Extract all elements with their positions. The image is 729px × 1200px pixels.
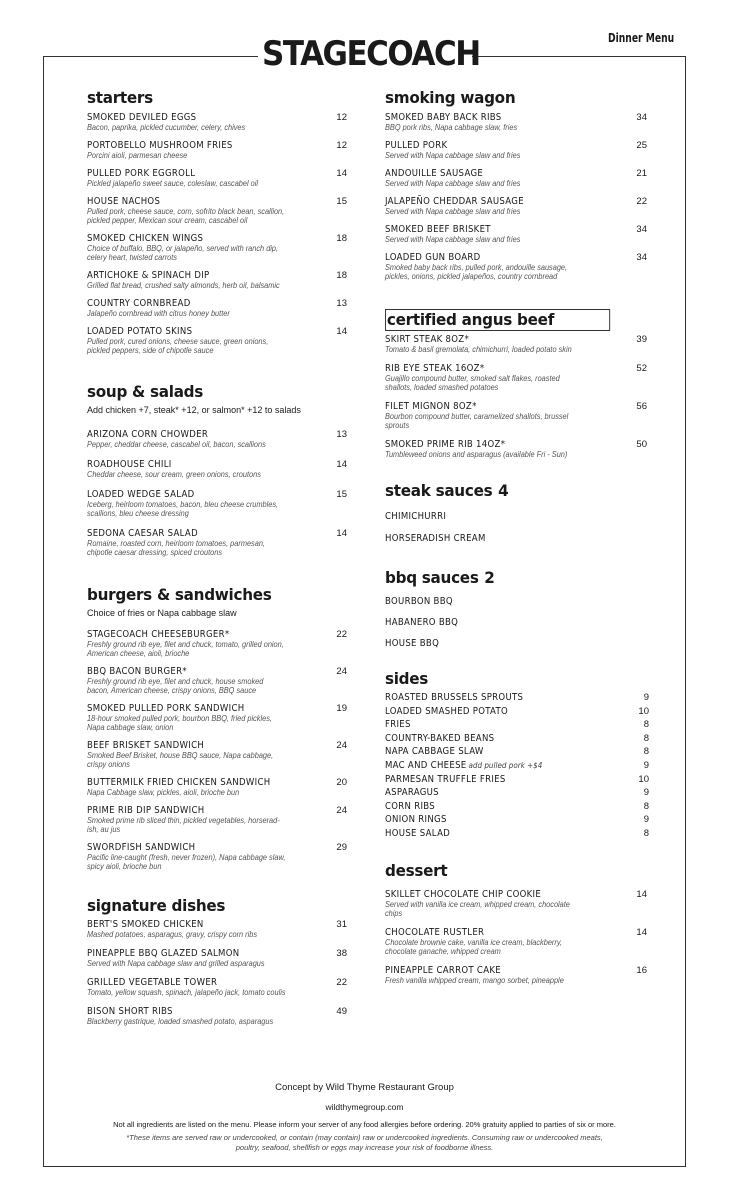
- item-name: SMOKED DEVILED EGGS: [87, 112, 197, 123]
- item-price: 22: [336, 977, 347, 988]
- item-price: 25: [636, 140, 647, 151]
- side-name-text: ASPARAGUS: [385, 787, 439, 799]
- item-description: pickled peppers, side of chipotle sauce: [87, 346, 214, 355]
- item-price: 15: [336, 196, 347, 207]
- item-description: Served with Napa cabbage slaw and fries: [385, 235, 521, 244]
- section-title: starters: [87, 88, 153, 107]
- menu-item: [87, 140, 347, 160]
- item-description: Freshly ground rib eye, filet and chuck, house smoked: [87, 677, 264, 686]
- item-price: 19: [336, 703, 347, 714]
- sides-list: [385, 691, 647, 841]
- section-bbq-sauces: [385, 568, 647, 649]
- menu-item: [385, 965, 647, 985]
- side-name: [385, 800, 647, 813]
- item-description: sprouts: [385, 421, 410, 430]
- item-name: PRIME RIB DIP SANDWICH: [87, 805, 205, 816]
- item-price: 20: [336, 777, 347, 788]
- item-price: 16: [636, 964, 647, 976]
- section-title: certified angus beef: [385, 309, 610, 331]
- side-item: [385, 691, 647, 705]
- item-price: 18: [336, 270, 347, 281]
- menu-item: [385, 168, 647, 188]
- menu-items: [87, 629, 347, 871]
- item-description: Porcini aioli, parmesan cheese: [87, 151, 188, 160]
- side-name: [385, 827, 647, 840]
- item-name: SWORDFISH SANDWICH: [87, 842, 196, 853]
- item-name: LOADED GUN BOARD: [385, 252, 481, 263]
- menu-type-label: Dinner Menu: [608, 31, 675, 45]
- item-name: ARTICHOKE & SPINACH DIP: [87, 270, 210, 281]
- menu-item: [87, 270, 347, 290]
- menu-items: [385, 112, 647, 281]
- item-name: SKIRT STEAK 8OZ*: [385, 334, 470, 345]
- item-description: Tomato & basil gremolata, chimichurri, loaded potato skin: [385, 345, 572, 354]
- right-column: [385, 88, 647, 985]
- left-column: [87, 88, 347, 1026]
- menu-item: [87, 948, 347, 968]
- item-description: Napa cabbage slaw, onion: [87, 723, 174, 732]
- menu-item: [87, 298, 347, 318]
- section-title: bbq sauces: [385, 568, 479, 587]
- item-description: Bourbon compound butter, caramelized shallots, brussel: [385, 412, 569, 421]
- item-description: scallions, bleu cheese dressing: [87, 509, 189, 518]
- item-description: Freshly ground rib eye, filet and chuck, tomato, grilled onion,: [87, 640, 284, 649]
- item-price: 18: [336, 233, 347, 244]
- menu-item: [87, 429, 347, 449]
- side-name-text: FRIES: [385, 719, 411, 731]
- section-signature: [87, 896, 347, 1026]
- sauce-item: HOUSE BBQ: [385, 638, 440, 649]
- item-description: Pulled pork, cured onions, cheese sauce, green onions,: [87, 337, 269, 346]
- item-description: Napa Cabbage slaw, pickles, aioli, brioche bun: [87, 788, 240, 797]
- allergy-notice: Not all ingredients are listed on the menu. Please inform your server of any food allergies before ordering. 20% gratuity applied to parties of six or more.: [113, 1120, 616, 1129]
- item-name: RIB EYE STEAK 16OZ*: [385, 363, 485, 374]
- item-price: 52: [636, 363, 647, 374]
- menu-item: [87, 842, 347, 871]
- raw-food-warning: *These items are served raw or undercooked, or contain (may contain) raw or undercooked ingredients. Consuming raw or undercooked meats, poultry, seafood, shellfish or eggs may increase your risk of foodborne illness.: [126, 1133, 603, 1152]
- menu-item: [87, 740, 347, 769]
- side-item: [385, 813, 647, 827]
- item-description: chips: [385, 908, 403, 918]
- item-price: 34: [636, 112, 647, 123]
- item-description: Iceberg, heirloom tomatoes, bacon, bleu cheese crumbles,: [87, 500, 279, 509]
- item-price: 50: [636, 439, 647, 450]
- side-price: 9: [643, 759, 649, 771]
- item-name: PULLED PORK: [385, 140, 448, 151]
- side-name: [385, 691, 647, 704]
- item-price: 13: [336, 298, 347, 309]
- menu-item: [87, 1006, 347, 1026]
- menu-items: [385, 889, 647, 985]
- side-name-text: PARMESAN TRUFFLE FRIES: [385, 773, 506, 785]
- item-name: BEEF BRISKET SANDWICH: [87, 740, 205, 751]
- menu-item: [385, 889, 647, 918]
- menu-item: [385, 363, 647, 392]
- item-name: SMOKED CHICKEN WINGS: [87, 233, 204, 244]
- item-name: GRILLED VEGETABLE TOWER: [87, 977, 218, 988]
- sauce-list: [385, 511, 647, 544]
- menu-item: [87, 629, 347, 658]
- side-item: [385, 827, 647, 841]
- menu-item: [385, 224, 647, 244]
- item-description: shallots, loaded smashed potatoes: [385, 383, 499, 392]
- side-name-text: COUNTRY-BAKED BEANS: [385, 732, 495, 744]
- item-price: 14: [336, 168, 347, 179]
- item-name: CHOCOLATE RUSTLER: [385, 926, 485, 938]
- side-price: 8: [643, 746, 649, 758]
- item-description: Romaine, roasted corn, heirloom tomatoes, parmesan,: [87, 539, 265, 548]
- item-name: STAGECOACH CHEESEBURGER*: [87, 629, 230, 640]
- item-price: 13: [336, 429, 347, 440]
- item-description: Served with Napa cabbage slaw and fries: [385, 207, 521, 216]
- sauce-item: BOURBON BBQ: [385, 596, 453, 607]
- item-price: 38: [336, 948, 347, 959]
- section-note: Choice of fries or Napa cabbage slaw: [87, 608, 237, 618]
- side-name-text: LOADED SMASHED POTATO: [385, 705, 509, 717]
- side-name: [385, 718, 647, 731]
- section-title: steak sauces: [385, 481, 493, 500]
- item-description: Served with Napa cabbage slaw and grilled asparagus: [87, 959, 265, 968]
- item-name: HOUSE NACHOS: [87, 196, 161, 207]
- side-name-text: NAPA CABBAGE SLAW: [385, 746, 484, 758]
- item-description: Choice of buffalo, BBQ, or jalapeño, served with ranch dip,: [87, 244, 279, 253]
- menu-item: [87, 196, 347, 225]
- side-item: [385, 705, 647, 719]
- item-price: 24: [336, 805, 347, 816]
- item-price: 14: [636, 926, 647, 938]
- side-price: 9: [643, 814, 649, 826]
- menu-item: [385, 252, 647, 281]
- side-name: [385, 786, 647, 799]
- item-name: JALAPEÑO CHEDDAR SAUSAGE: [385, 196, 524, 207]
- section-price: 2: [484, 568, 495, 587]
- section-steak-sauces: [385, 481, 647, 544]
- menu-item: [385, 196, 647, 216]
- item-name: COUNTRY CORNBREAD: [87, 298, 191, 309]
- item-description: Pacific line-caught (fresh, never frozen), Napa cabbage slaw,: [87, 853, 286, 862]
- item-name: BERT'S SMOKED CHICKEN: [87, 919, 204, 930]
- item-price: 22: [636, 196, 647, 207]
- section-soup-salads: [87, 382, 347, 557]
- item-price: 12: [336, 112, 347, 123]
- item-description: Chocolate brownie cake, vanilla ice cream, blackberry,: [385, 937, 562, 947]
- item-description: Cheddar cheese, sour cream, green onions, croutons: [87, 470, 261, 479]
- section-starters: [87, 88, 347, 355]
- item-description: bacon, American cheese, crispy onions, BBQ sauce: [87, 686, 257, 695]
- item-description: spicy aioli, brioche bun: [87, 862, 162, 871]
- item-description: Smoked baby back ribs, pulled pork, andouille sausage,: [385, 263, 568, 272]
- item-price: 14: [336, 459, 347, 470]
- item-price: 49: [336, 1006, 347, 1017]
- side-item: [385, 718, 647, 732]
- menu-items: [87, 919, 347, 1026]
- item-description: celery heart, twisted carrots: [87, 253, 177, 262]
- item-description: Served with Napa cabbage slaw and fries: [385, 151, 521, 160]
- item-description: Mashed potatoes, asparagus, gravy, crispy corn ribs: [87, 930, 258, 939]
- item-name: ROADHOUSE CHILI: [87, 459, 172, 470]
- side-price: 8: [643, 800, 649, 812]
- item-description: Jalapeño cornbread with citrus honey butter: [87, 309, 230, 318]
- side-price: 9: [643, 692, 649, 703]
- section-price: 4: [498, 481, 509, 500]
- item-price: 34: [636, 224, 647, 235]
- section-title: dessert: [385, 860, 448, 880]
- item-description: chipotle caesar dressing, spiced croutons: [87, 548, 223, 557]
- menu-item: [87, 459, 347, 479]
- menu-item: [87, 233, 347, 262]
- concept-credit: Concept by Wild Thyme Restaurant Group: [275, 1082, 454, 1093]
- restaurant-logo: STAGECOACH: [262, 34, 480, 74]
- item-description: chocolate ganache, whipped cream: [385, 946, 501, 956]
- side-addon: add pulled pork +$4: [468, 760, 543, 770]
- side-name-text: ONION RINGS: [385, 814, 447, 826]
- side-item: [385, 745, 647, 759]
- item-description: Grilled flat bread, crushed salty almonds, herb oil, balsamic: [87, 281, 280, 290]
- item-description: pickles, onions, pickled jalapeños, country cornbread: [385, 272, 558, 281]
- item-price: 39: [636, 334, 647, 345]
- item-name: BUTTERMILK FRIED CHICKEN SANDWICH: [87, 777, 271, 788]
- item-description: Tumbleweed onions and asparagus (available Fri - Sun): [385, 450, 568, 459]
- side-name-text: CORN RIBS: [385, 800, 436, 812]
- menu-item: [385, 334, 647, 354]
- side-name-text: MAC AND CHEESE: [385, 759, 467, 771]
- item-price: 14: [636, 888, 647, 900]
- side-item: [385, 773, 647, 787]
- item-name: SMOKED BEEF BRISKET: [385, 224, 491, 235]
- side-price: 8: [643, 732, 649, 744]
- section-title: smoking wagon: [385, 88, 516, 107]
- item-price: 12: [336, 140, 347, 151]
- item-price: 34: [636, 252, 647, 263]
- side-item: [385, 759, 647, 773]
- menu-item: [87, 326, 347, 355]
- item-price: 24: [336, 740, 347, 751]
- item-name: BBQ BACON BURGER*: [87, 666, 187, 677]
- side-price: 8: [643, 827, 649, 839]
- menu-item: [87, 977, 347, 997]
- menu-item: [385, 927, 647, 956]
- item-description: Blackberry gastrique, loaded smashed potato, asparagus: [87, 1017, 274, 1026]
- section-dessert: [385, 861, 647, 985]
- item-price: 14: [336, 326, 347, 337]
- item-name: PINEAPPLE BBQ GLAZED SALMON: [87, 948, 240, 959]
- item-description: American cheese, aioli, brioche: [87, 649, 190, 658]
- item-name: BISON SHORT RIBS: [87, 1006, 173, 1017]
- menu-items: [87, 112, 347, 355]
- side-price: 10: [638, 705, 649, 717]
- item-price: 24: [336, 666, 347, 677]
- item-description: Served with vanilla ice cream, whipped cream, chocolate: [385, 899, 570, 909]
- item-description: crispy onions: [87, 760, 130, 769]
- section-note: Add chicken +7, steak* +12, or salmon* +12 to salads: [87, 405, 301, 415]
- side-item: [385, 800, 647, 814]
- menu-item: [87, 777, 347, 797]
- item-name: SMOKED PULLED PORK SANDWICH: [87, 703, 245, 714]
- side-name: [385, 745, 647, 758]
- section-title: soup & salads: [87, 382, 204, 401]
- item-name: PORTOBELLO MUSHROOM FRIES: [87, 140, 233, 151]
- side-item: [385, 786, 647, 800]
- item-description: 18-hour smoked pulled pork, bourbon BBQ, fried pickles,: [87, 714, 272, 723]
- side-price: 8: [643, 719, 649, 731]
- menu-item: [87, 112, 347, 132]
- item-description: Tomato, yellow squash, spinach, jalapeño jack, tomato coulis: [87, 988, 286, 997]
- menu-item: [87, 168, 347, 188]
- menu-item: [87, 528, 347, 557]
- side-name: [385, 813, 647, 826]
- item-description: Pickled jalapeño sweet sauce, coleslaw, cascabel oil: [87, 179, 259, 188]
- side-price: 10: [638, 773, 649, 785]
- website-link[interactable]: wildthymegroup.com: [325, 1102, 404, 1112]
- item-name: SMOKED PRIME RIB 14OZ*: [385, 439, 506, 450]
- item-description: Bacon, paprika, pickled cucumber, celery, chives: [87, 123, 246, 132]
- item-name: SMOKED BABY BACK RIBS: [385, 112, 502, 123]
- section-angus: [385, 309, 647, 459]
- sauce-item: HORSERADISH CREAM: [385, 533, 486, 544]
- menu-item: [87, 666, 347, 695]
- item-description: Pepper, cheddar cheese, cascabel oil, bacon, scallions: [87, 440, 266, 449]
- menu-items: [385, 334, 647, 459]
- item-description: BBQ pork ribs, Napa cabbage slaw, fries: [385, 123, 518, 132]
- item-name: ARIZONA CORN CHOWDER: [87, 429, 209, 440]
- menu-item: [87, 489, 347, 518]
- menu-item: [87, 805, 347, 834]
- item-price: 21: [636, 168, 647, 179]
- sauce-item: HABANERO BBQ: [385, 617, 459, 628]
- section-title: burgers & sandwiches: [87, 585, 272, 604]
- menu-item: [87, 703, 347, 732]
- menu-items: [87, 429, 347, 557]
- item-description: Pulled pork, cheese sauce, corn, sofrito black bean, scallion,: [87, 207, 285, 216]
- side-name: [385, 705, 647, 718]
- side-price: 9: [643, 787, 649, 799]
- item-name: SKILLET CHOCOLATE CHIP COOKIE: [385, 888, 542, 900]
- sauce-list: [385, 596, 647, 649]
- menu-item: [385, 140, 647, 160]
- sauce-item: CHIMICHURRI: [385, 511, 447, 522]
- side-name: [385, 732, 647, 745]
- section-sides: [385, 669, 647, 841]
- item-price: 56: [636, 401, 647, 412]
- item-name: ANDOUILLE SAUSAGE: [385, 168, 484, 179]
- item-name: PINEAPPLE CARROT CAKE: [385, 964, 501, 976]
- side-name-text: HOUSE SALAD: [385, 827, 451, 839]
- side-name: [385, 759, 647, 772]
- item-price: 31: [336, 919, 347, 930]
- item-description: Smoked prime rib sliced thin, pickled vegetables, horserad-: [87, 816, 280, 825]
- menu-item: [385, 439, 647, 459]
- menu-item: [385, 401, 647, 430]
- item-price: 29: [336, 842, 347, 853]
- item-description: Guajillo compound butter, smoked salt flakes, roasted: [385, 374, 560, 383]
- item-price: 22: [336, 629, 347, 640]
- item-name: FILET MIGNON 8OZ*: [385, 401, 477, 412]
- item-price: 14: [336, 528, 347, 539]
- side-name-text: ROASTED BRUSSELS SPROUTS: [385, 692, 524, 703]
- item-name: SEDONA CAESAR SALAD: [87, 528, 198, 539]
- item-description: ish, au jus: [87, 825, 121, 834]
- item-name: LOADED WEDGE SALAD: [87, 489, 195, 500]
- item-name: LOADED POTATO SKINS: [87, 326, 193, 337]
- item-description: Served with Napa cabbage slaw and fries: [385, 179, 521, 188]
- side-item: [385, 732, 647, 746]
- menu-item: [385, 112, 647, 132]
- menu-item: [87, 919, 347, 939]
- section-burgers: [87, 585, 347, 871]
- item-description: Fresh vanilla whipped cream, mango sorbet, pineapple: [385, 975, 564, 985]
- section-title: signature dishes: [87, 896, 226, 915]
- item-price: 15: [336, 489, 347, 500]
- item-description: pickled pepper, Mexican sour cream, cascabel oil: [87, 216, 248, 225]
- item-name: PULLED PORK EGGROLL: [87, 168, 196, 179]
- section-smoking-wagon: [385, 88, 647, 281]
- section-title: sides: [385, 669, 429, 688]
- side-name: [385, 773, 647, 786]
- item-description: Smoked Beef Brisket, house BBQ sauce, Napa cabbage,: [87, 751, 274, 760]
